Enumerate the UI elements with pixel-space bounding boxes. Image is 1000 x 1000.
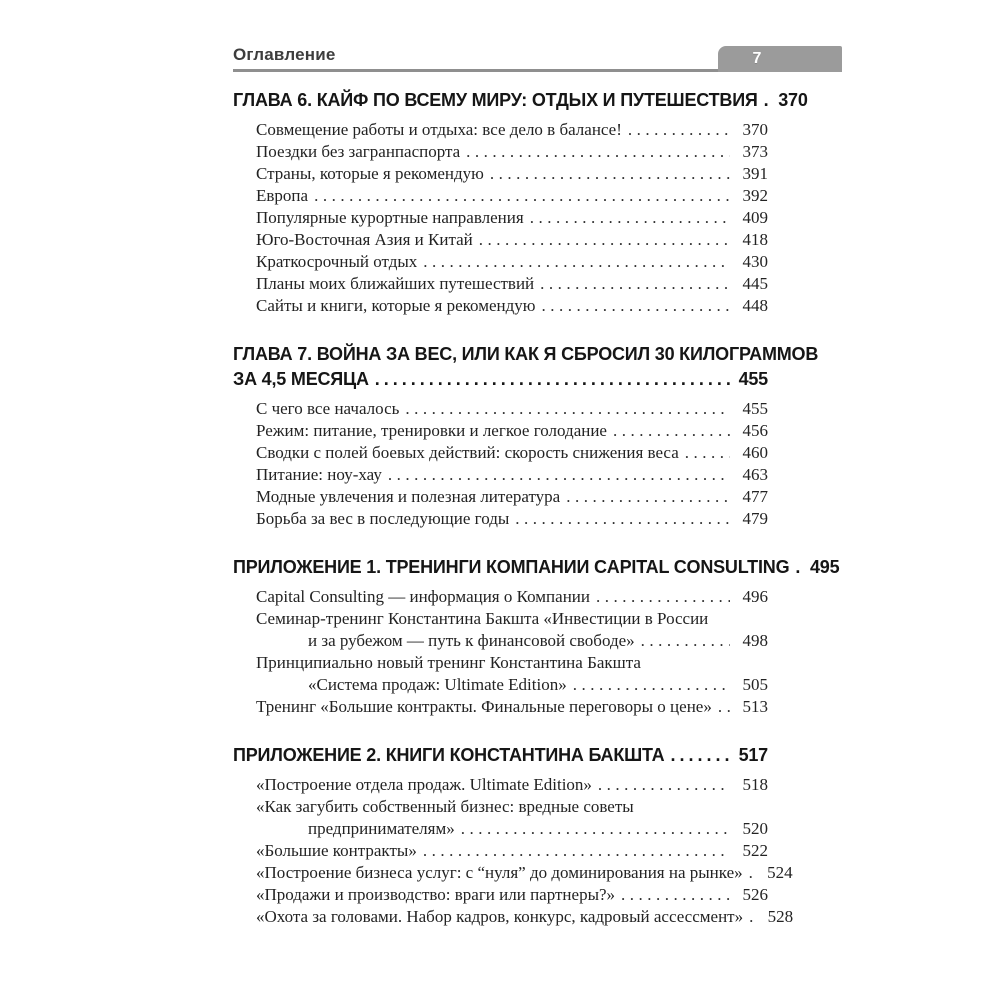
dot-leader <box>536 273 730 295</box>
entry-page: 418 <box>742 230 768 249</box>
toc-entry <box>256 586 768 608</box>
toc-entry <box>256 273 768 295</box>
toc-entry <box>256 398 768 420</box>
entry-page: 520 <box>742 819 768 838</box>
toc-entry <box>256 608 768 652</box>
section-entries <box>256 586 768 718</box>
dot-leader <box>526 207 730 229</box>
toc-entry <box>256 796 768 840</box>
heading-title: ПРИЛОЖЕНИЕ 1. ТРЕНИНГИ КОМПАНИИ CAPITAL CONSULTING <box>233 557 790 577</box>
entry-title-line2: и за рубежом — путь к финансовой свободе» <box>308 631 635 650</box>
heading-title: ПРИЛОЖЕНИЕ 2. КНИГИ КОНСТАНТИНА БАКШТА <box>233 745 665 765</box>
entry-title: Страны, которые я рекомендую <box>256 164 484 183</box>
toc-entry <box>256 119 768 141</box>
heading-title-line2: ЗА 4,5 МЕСЯЦА <box>233 369 369 389</box>
entry-title: Борьба за вес в последующие годы <box>256 509 510 528</box>
entry-page: 463 <box>742 465 768 484</box>
entry-title: Сводки с полей боевых действий: скорость снижения веса <box>256 443 679 462</box>
toc-entry <box>256 295 768 317</box>
entry-title-line2: «Система продаж: Ultimate Edition» <box>308 675 567 694</box>
dot-leader <box>624 119 730 141</box>
entry-title: Популярные курортные направления <box>256 208 524 227</box>
toc-section-appendix2 <box>233 743 794 928</box>
entry-title: Планы моих ближайших путешествий <box>256 274 535 293</box>
dot-leader <box>475 229 730 251</box>
entry-title: «Охота за головами. Набор кадров, конкурс, кадровый ассессмент» <box>256 907 744 926</box>
entry-page: 448 <box>742 296 768 315</box>
entry-title: Краткосрочный отдых <box>256 252 418 271</box>
entry-page: 370 <box>742 120 768 139</box>
dot-leader <box>310 185 730 207</box>
dot-leader <box>745 862 755 884</box>
entry-page: 430 <box>742 252 768 271</box>
entry-page: 477 <box>742 487 768 506</box>
entry-title: Принципиально новый тренинг Константина Бакшта <box>256 653 641 672</box>
heading-title: ГЛАВА 7. ВОЙНА ЗА ВЕС, ИЛИ КАК Я СБРОСИЛ 30 КИЛОГРАММОВ <box>233 344 819 364</box>
heading-page: 455 <box>738 369 768 389</box>
entry-title: Европа <box>256 186 309 205</box>
entry-page: 392 <box>742 186 768 205</box>
dot-leader <box>569 674 730 696</box>
entry-page: 526 <box>742 885 768 904</box>
toc-entry <box>256 884 768 906</box>
toc-entry <box>256 862 793 884</box>
toc-section-appendix1 <box>233 555 840 718</box>
toc-entry <box>256 207 768 229</box>
toc-entry <box>256 508 768 530</box>
entry-page: 409 <box>742 208 768 227</box>
entry-page: 505 <box>742 675 768 694</box>
section-entries <box>256 774 794 928</box>
entry-page: 522 <box>742 841 768 860</box>
toc-entry <box>256 229 768 251</box>
toc-section-chapter6 <box>233 88 808 317</box>
toc-entry <box>256 486 768 508</box>
entry-page: 455 <box>742 399 768 418</box>
dot-leader <box>745 906 755 928</box>
entry-title: Тренинг «Большие контракты. Финальные переговоры о цене» <box>256 697 712 716</box>
entry-title: «Продажи и производство: враги или партнеры?» <box>256 885 616 904</box>
toc-entry <box>256 163 768 185</box>
dot-leader <box>791 555 801 580</box>
dot-leader <box>617 884 730 906</box>
dot-leader <box>760 88 770 113</box>
entry-title-line2: предпринимателям» <box>308 819 455 838</box>
dot-leader <box>666 743 730 768</box>
toc-entry <box>256 141 768 163</box>
toc-entry <box>256 464 768 486</box>
entry-page: 456 <box>742 421 768 440</box>
entry-page: 391 <box>742 164 768 183</box>
heading-page: 517 <box>738 745 768 765</box>
page-number-tab <box>718 46 842 72</box>
entry-page: 496 <box>742 587 768 606</box>
toc-section-chapter7 <box>233 342 819 530</box>
entry-title: Питание: ноу-хау <box>256 465 382 484</box>
entry-title: Поездки без загранпаспорта <box>256 142 461 161</box>
table-of-contents <box>233 88 840 928</box>
entry-title: Семинар-тренинг Константина Бакшта «Инвестиции в России <box>256 609 709 628</box>
entry-title: Юго-Восточная Азия и Китай <box>256 230 473 249</box>
dot-leader <box>401 398 730 420</box>
entry-title: Capital Consulting — информация о Компании <box>256 587 590 606</box>
section-heading <box>233 88 808 113</box>
toc-entry <box>256 420 768 442</box>
dot-leader <box>371 367 730 392</box>
toc-entry <box>256 442 768 464</box>
dot-leader <box>609 420 730 442</box>
page-title: Оглавление <box>233 45 336 64</box>
heading-title: ГЛАВА 6. КАЙФ ПО ВСЕМУ МИРУ: ОТДЫХ И ПУТЕШЕСТВИЯ <box>233 90 758 110</box>
page-header <box>233 44 842 72</box>
dot-leader <box>714 696 730 718</box>
entry-title: Модные увлечения и полезная литература <box>256 487 561 506</box>
page-number: 7 <box>752 50 762 67</box>
section-entries <box>256 398 768 530</box>
dot-leader <box>511 508 730 530</box>
dot-leader <box>486 163 730 185</box>
entry-page: 528 <box>767 907 794 926</box>
entry-page: 524 <box>767 863 793 882</box>
toc-entry <box>256 774 768 796</box>
dot-leader <box>637 630 730 652</box>
entry-page: 498 <box>742 631 768 650</box>
section-heading <box>233 555 840 580</box>
entry-title: «Построение бизнеса услуг: с “нуля” до доминирования на рынке» <box>256 863 743 882</box>
heading-page: 495 <box>809 557 840 577</box>
entry-page: 445 <box>742 274 768 293</box>
dot-leader <box>562 486 730 508</box>
dot-leader <box>419 840 730 862</box>
toc-entry <box>256 840 768 862</box>
section-entries <box>256 119 768 317</box>
entry-title: С чего все началось <box>256 399 400 418</box>
entry-page: 513 <box>742 697 768 716</box>
entry-page: 518 <box>742 775 768 794</box>
toc-entry <box>256 185 768 207</box>
heading-page: 370 <box>778 90 808 110</box>
dot-leader <box>462 141 730 163</box>
entry-title: Режим: питание, тренировки и легкое голодание <box>256 421 607 440</box>
section-heading <box>233 743 768 768</box>
entry-title: «Построение отдела продаж. Ultimate Edition» <box>256 775 592 794</box>
toc-entry <box>256 251 768 273</box>
entry-title: Сайты и книги, которые я рекомендую <box>256 296 536 315</box>
dot-leader <box>592 586 730 608</box>
toc-entry <box>256 652 768 696</box>
entry-page: 479 <box>742 509 768 528</box>
entry-title: «Как загубить собственный бизнес: вредные советы <box>256 797 634 816</box>
dot-leader <box>457 818 730 840</box>
dot-leader <box>384 464 730 486</box>
dot-leader <box>419 251 730 273</box>
entry-title: «Большие контракты» <box>256 841 417 860</box>
dot-leader <box>594 774 730 796</box>
dot-leader <box>538 295 731 317</box>
section-heading <box>233 342 819 392</box>
toc-entry <box>256 906 794 928</box>
entry-page: 373 <box>742 142 768 161</box>
entry-page: 460 <box>742 443 768 462</box>
toc-entry <box>256 696 768 718</box>
entry-title: Совмещение работы и отдыха: все дело в балансе! <box>256 120 622 139</box>
dot-leader <box>681 442 730 464</box>
